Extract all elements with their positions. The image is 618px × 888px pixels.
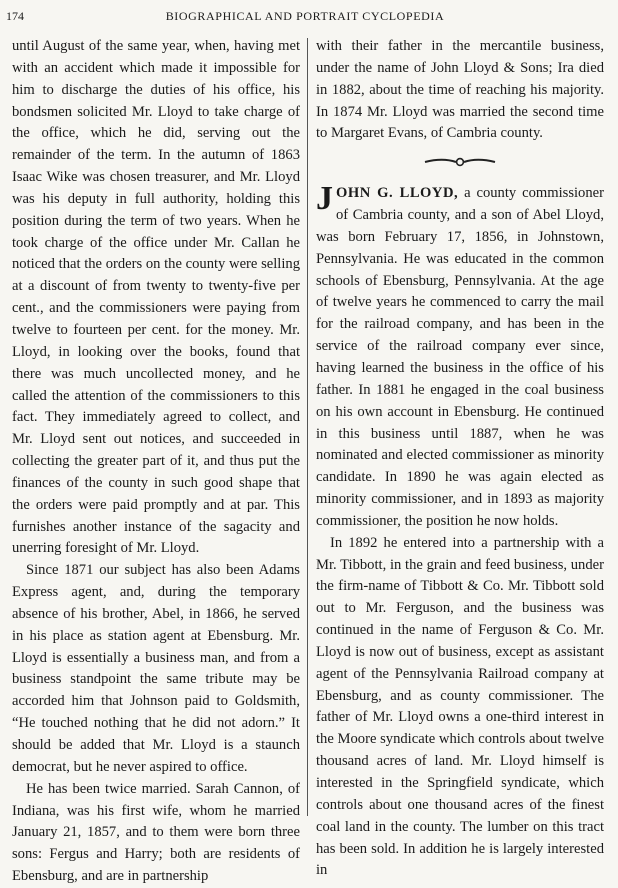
ornament-rule-icon	[423, 156, 497, 168]
page-number: 174	[6, 9, 24, 23]
biography-entry	[316, 180, 604, 533]
paragraph: He has been twice married. Sarah Cannon, of Indiana, was his first wife, whom he married January 21, 1857, and to them were born three sons: Fergus and Harry; both are residents of Ebensburg, and are in partnership	[12, 780, 300, 885]
paragraph: until August of the same year, when, having met with an accident which made it impossible for him to discharge the duties of his office, his bondsmen solicited Mr. Lloyd to take charge of the office, which he did, serving out the remainder of the term. In the autumn of 1863 Isaac Wike was chosen treasurer, and Mr. Lloyd was his deputy in full authority, holding this position during the term of two years. When he took charge of the office under Mr. Callan he noticed that the orders on the county were selling at a discount of from twenty to twenty-five per cent., and the commissioners were paying from twelve to fourteen per cent. for the money. Mr. Lloyd, in looking over the books, found that there was much uncollected money, and he called the attention of the commissioners to this fact. They immediately agreed to collect, and Mr. Lloyd sent out notices, and succeeded in collecting the greater part of it, and thus put the finances of the county in such good shape that the orders were paid promptly and at par. This furnishes another instance of the sagacity and unerring foresight of Mr. Lloyd.	[12, 38, 300, 557]
subject-name: OHN G. LLOYD,	[336, 185, 459, 202]
paragraph: with their father in the mercantile business, under the name of John Lloyd & Sons; Ira died in 1882, about the time of reaching his majority. In 1874 Mr. Lloyd was married the second time to Margaret Evans, of Cambria county.	[316, 38, 604, 142]
paragraph: Since 1871 our subject has also been Adams Express agent, and, during the temporary absence of his brother, Abel, in 1866, he served in his place as station agent at Ebensburg. Mr. Lloyd is essentially a business man, and from a business standpoint the same tribute may be accorded him that Johnson paid to Goldsmith, “He touched nothing that he did not adorn.” It should be added that Mr. Lloyd is a staunch democrat, but he never aspired to office.	[12, 562, 300, 775]
running-head: BIOGRAPHICAL AND PORTRAIT CYCLOPEDIA	[165, 9, 445, 23]
drop-cap: J	[316, 180, 333, 218]
right-column	[316, 36, 604, 882]
paragraph: In 1892 he entered into a partnership with a Mr. Tibbott, in the grain and feed business, under the firm-name of Tibbott & Co. Mr. Tibbott sold out to Mr. Ferguson, and the business was continued in the name of Ferguson & Co. Mr. Lloyd is now out of business, except as assistant agent of the Pennsylvania Railroad company at Ebensburg, and as county commissioner. The father of Mr. Lloyd owns a one-third interest in the Moore syndicate which controls about twelve thousand acres of land. Mr. Lloyd himself is interested in the Springfield syndicate, which controls about one thousand acres of the finest coal land in the county. The lumber on this tract has been sold. In addition he is largely interested in	[316, 534, 604, 879]
page-header	[6, 9, 604, 27]
left-column	[12, 36, 300, 888]
paragraph-text: a county commissioner of Cambria county, and a son of Abel Lloyd, was born February 17, 1856, in Johnstown, Pennsylvania. He was educated in the common schools of Ebensburg, Pennsylvania. At the age of twelve years he commenced to carry the mail for the railroad company, and has been in the service of the railroad company ever since, having learned the business in the office of his father. In 1881 he engaged in the coal business on his own account in Ebensburg. He continued in this business until 1887, when he was nominated and elected commissioner as minority candidate. In 1890 he was again elected as minority commissioner, and in 1893 as majority commissioner, the position he now holds.	[316, 185, 604, 529]
section-ornament	[316, 149, 604, 175]
column-divider	[307, 38, 308, 816]
